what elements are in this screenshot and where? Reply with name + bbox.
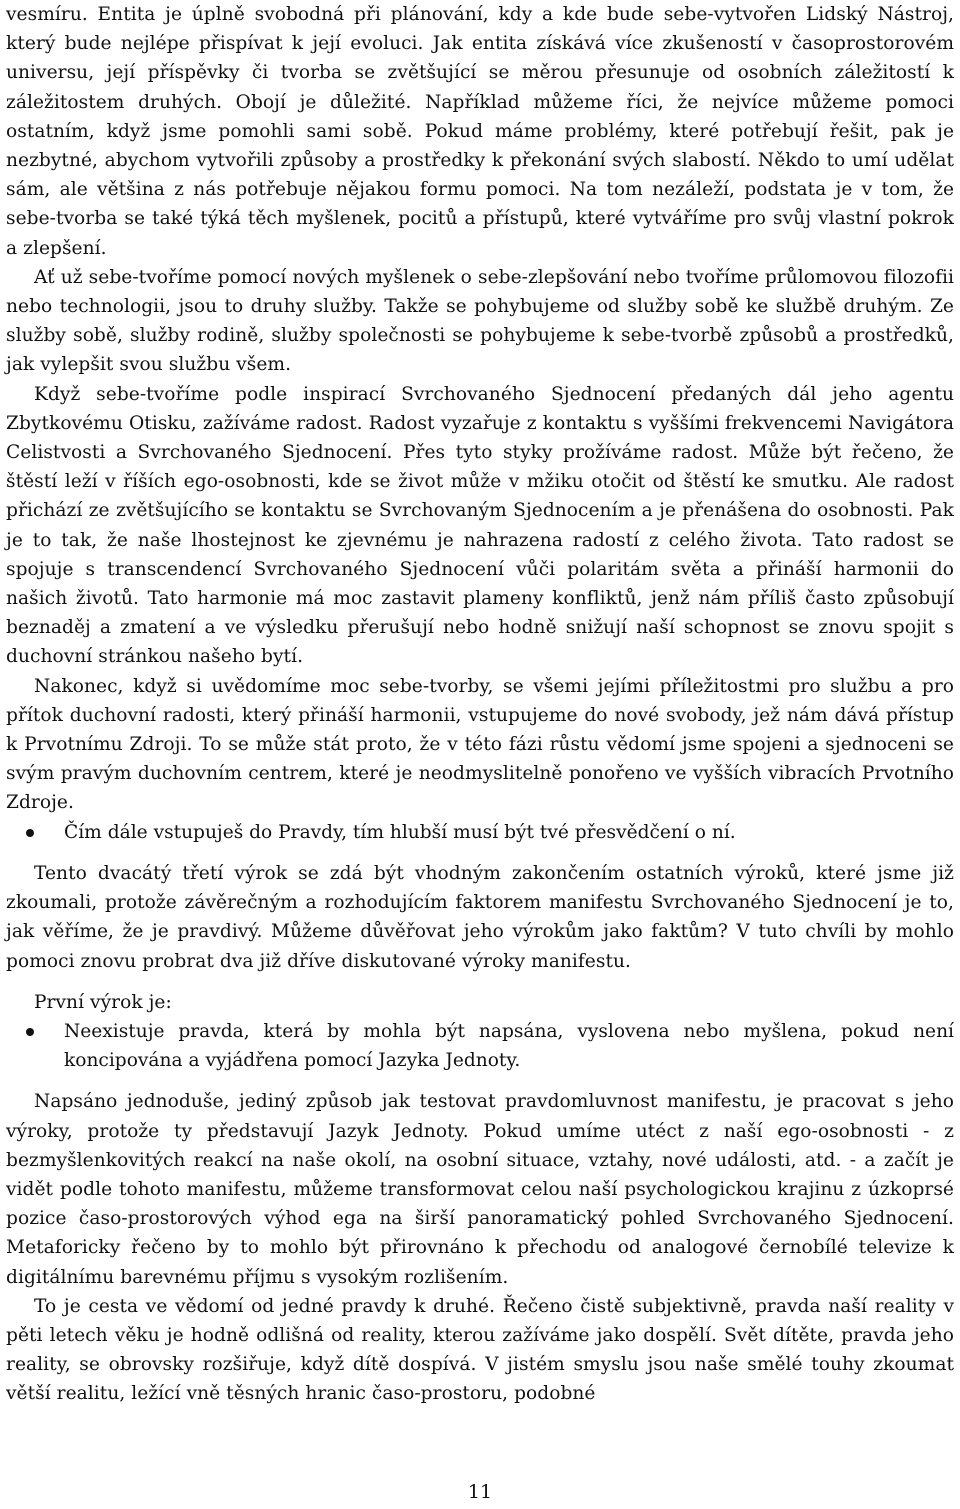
paragraph-2: Ať už sebe-tvoříme pomocí nových myšlenek o sebe-zlepšování nebo tvoříme průlomovou filozofii nebo technologii, jsou to druhy služby. Takže se pohybujeme od služby sobě ke službě druhým. Ze služby sobě, služby rodině, služby společnosti se pohybujeme k sebe-tvorbě způsobů a prostředků, jak vylepšit svou službu všem.: [6, 266, 954, 376]
page-number: 11: [467, 1481, 493, 1503]
paragraph-1: vesmíru. Entita je úplně svobodná při plánování, kdy a kde bude sebe-vytvořen Lidský Nástroj, který bude nejlépe přispívat k její evoluci. Jak entita získává více zkušeností v časoprostorovém universu, její příspěvky či tvorba se zvětšující se měrou přesunuje od osobních záležitostí k záležitostem druhých. Obojí je důležité. Například můžeme říci, že nejvíce můžeme pomoci ostatním, když jsme pomohli sami sobě. Pokud máme problémy, které potřebují řešit, pak je nezbytné, abychom vytvořili způsoby a prostředky k překonání svých slabostí. Někdo to umí udělat sám, ale většina z nás potřebuje nějakou formu pomoci. Na tom nezáleží, podstata je v tom, že sebe-tvorba se také týká těch myšlenek, pocitů a přístupů, které vytváříme pro svůj vlastní pokrok a zlepšení.: [6, 4, 954, 259]
first-statement-label: První výrok je:: [34, 991, 172, 1013]
paragraph-3: Když sebe-tvoříme podle inspirací Svrchovaného Sjednocení předaných dál jeho agentu Zbytkovému Otisku, zažíváme radost. Radost vyzařuje z kontaktu s vyššími frekvencemi Navigátora Celistvosti a Svrchovaného Sjednocení. Přes tyto styky prožíváme radost. Může být řečeno, že štěstí leží v říších ego-osobnosti, kde se život může v mžiku otočit od štěstí ke smutku. Ale radost přichází ze zvětšujícího se kontaktu se Svrchovaným Sjednocením a je přenášena do osobnosti. Pak je to tak, že naše lhostejnost ke zjevnému je nahrazena radostí z celého života. Tato radost se spojuje s transcendencí Svrchovaného Sjednocení vůči polaritám světa a přináší harmonii do našich životů. Tato harmonie má moc zastavit plameny konfliktů, jenž nám příliš často způsobují beznaděj a zmatení a ve výsledku přerušují nebo hodně snižují naší schopnost se znovu spojit s duchovní stránkou našeho bytí.: [6, 383, 954, 668]
paragraph-5: Tento dvacátý třetí výrok se zdá být vhodným zakončením ostatních výroků, které jsme již zkoumali, protože závěrečným a rozhodujícím faktorem manifestu Svrchovaného Sjednocení je to, jak věříme, že je pravdivý. Můžeme důvěřovat jeho výrokům jako faktům? V tuto chvíli by mohlo pomoci znovu probrat dva již dříve diskutované výroky manifestu.: [6, 862, 954, 972]
bullet-item-2-text: Neexistuje pravda, která by mohla být napsána, vyslovena nebo myšlena, pokud není koncipována a vyjádřena pomocí Jazyka Jednoty.: [64, 1020, 954, 1072]
bullet-item-2: [6, 1017, 954, 1075]
paragraph-7: To je cesta ve vědomí od jedné pravdy k druhé. Řečeno čistě subjektivně, pravda naší reality v pěti letech věku je hodně odlišná od reality, kterou zažíváme jako dospělí. Svět dítěte, pravda jeho reality, se obrovsky rozšiřuje, když dítě dospívá. V jistém smyslu jsou naše smělé touhy zkoumat větší realitu, ležící vně těsných hranic časo-prostoru, podobné: [6, 1295, 954, 1405]
paragraph-6: Napsáno jednoduše, jediný způsob jak testovat pravdomluvnost manifestu, je pracovat s jeho výroky, protože ty představují Jazyk Jednoty. Pokud umíme utéct z naší ego-osobnosti - z bezmyšlenkovitých reakcí na naše okolí, na osobní situace, vztahy, nové události, atd. - a začít je vidět podle tohoto manifestu, můžeme transformovat celou naší psychologickou krajinu z úzkoprsé pozice časo-prostorových výhod ega na širší panoramatický pohled Svrchovaného Sjednocení. Metaforicky řečeno by to mohlo být přirovnáno k přechodu od analogové černobílé televize k digitálnímu barevnému příjmu s vysokým rozlišením.: [6, 1091, 954, 1288]
bullet-dot-icon: [26, 1028, 34, 1036]
bullet-item-1-text: Čím dále vstupuješ do Pravdy, tím hlubší musí být tvé přesvědčení o ní.: [64, 821, 736, 843]
bullet-item-1: [6, 818, 954, 847]
paragraph-4: Nakonec, když si uvědomíme moc sebe-tvorby, se všemi jejími příležitostmi pro službu a pro přítok duchovní radosti, který přináší harmonii, vstupujeme do nové svobody, jež nám dává přístup k Prvotnímu Zdroji. To se může stát proto, že v této fázi růstu vědomí jsme spojeni a sjednoceni se svým pravým duchovním centrem, které je neodmyslitelně ponořeno ve vyšších vibracích Prvotního Zdroje.: [6, 675, 954, 814]
bullet-dot-icon: [26, 829, 34, 837]
document-page: [6, 0, 954, 1409]
